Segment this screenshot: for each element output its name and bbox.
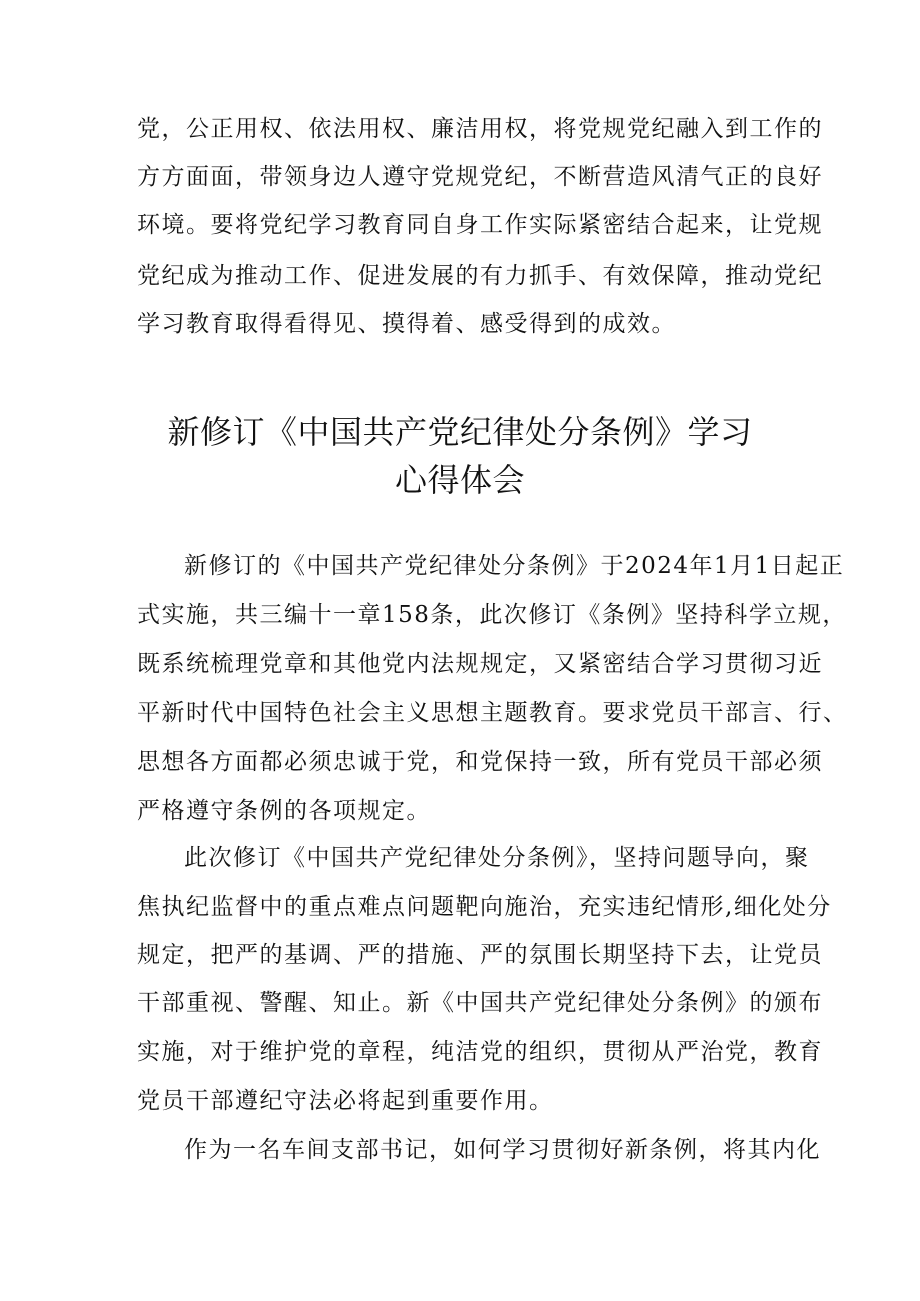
paragraph-line: 此次修订《中国共产党纪律处分条例》，坚持问题导向，聚 [184,845,810,871]
paragraph-line: 干部重视、警醒、知止。新《中国共产党纪律处分条例》的颁布 [137,990,823,1016]
paragraph-line: 既系统梳理党章和其他党内法规规定，又紧密结合学习贯彻习近 [137,651,823,677]
paragraph-line: 作为一名车间支部书记，如何学习贯彻好新条例，将其内化 [184,1137,821,1163]
title-line-1: 新修订《中国共产党纪律处分条例》学习 [167,413,753,451]
paragraph-line: 式实施，共三编十一章158条，此次修订《条例》坚持科学立规， [137,602,847,628]
paragraph-line: 方方面面，带领身边人遵守党规党纪，不断营造风清气正的良好 [137,164,823,190]
paragraph-line: 平新时代中国特色社会主义思想主题教育。要求党员干部言、行、 [137,700,848,726]
paragraph-line: 规定，把严的基调、严的措施、严的氛围长期坚持下去，让党员 [137,942,823,968]
paragraph-line: 思想各方面都必须忠诚于党，和党保持一致，所有党员干部必须 [137,749,823,775]
paragraph-line: 党纪成为推动工作、促进发展的有力抓手、有效保障，推动党纪 [137,263,823,289]
paragraph-line: 环境。要将党纪学习教育同自身工作实际紧密结合起来，让党规 [137,212,823,238]
paragraph-line: 新修订的《中国共产党纪律处分条例》于2024年1月1日起正 [184,553,845,579]
title-line-2: 心得体会 [394,461,525,499]
paragraph-line: 党，公正用权、依法用权、廉洁用权，将党规党纪融入到工作的 [137,116,823,142]
paragraph-line: 严格遵守条例的各项规定。 [137,798,431,824]
paragraph-line: 党员干部遵纪守法必将起到重要作用。 [137,1088,554,1114]
paragraph-line: 学习教育取得看得见、摸得着、感受得到的成效。 [137,311,676,337]
paragraph-line: 焦执纪监督中的重点难点问题靶向施治，充实违纪情形,细化处分 [137,894,832,920]
paragraph-line: 实施，对于维护党的章程，纯洁党的组织，贯彻从严治党，教育 [137,1039,823,1065]
